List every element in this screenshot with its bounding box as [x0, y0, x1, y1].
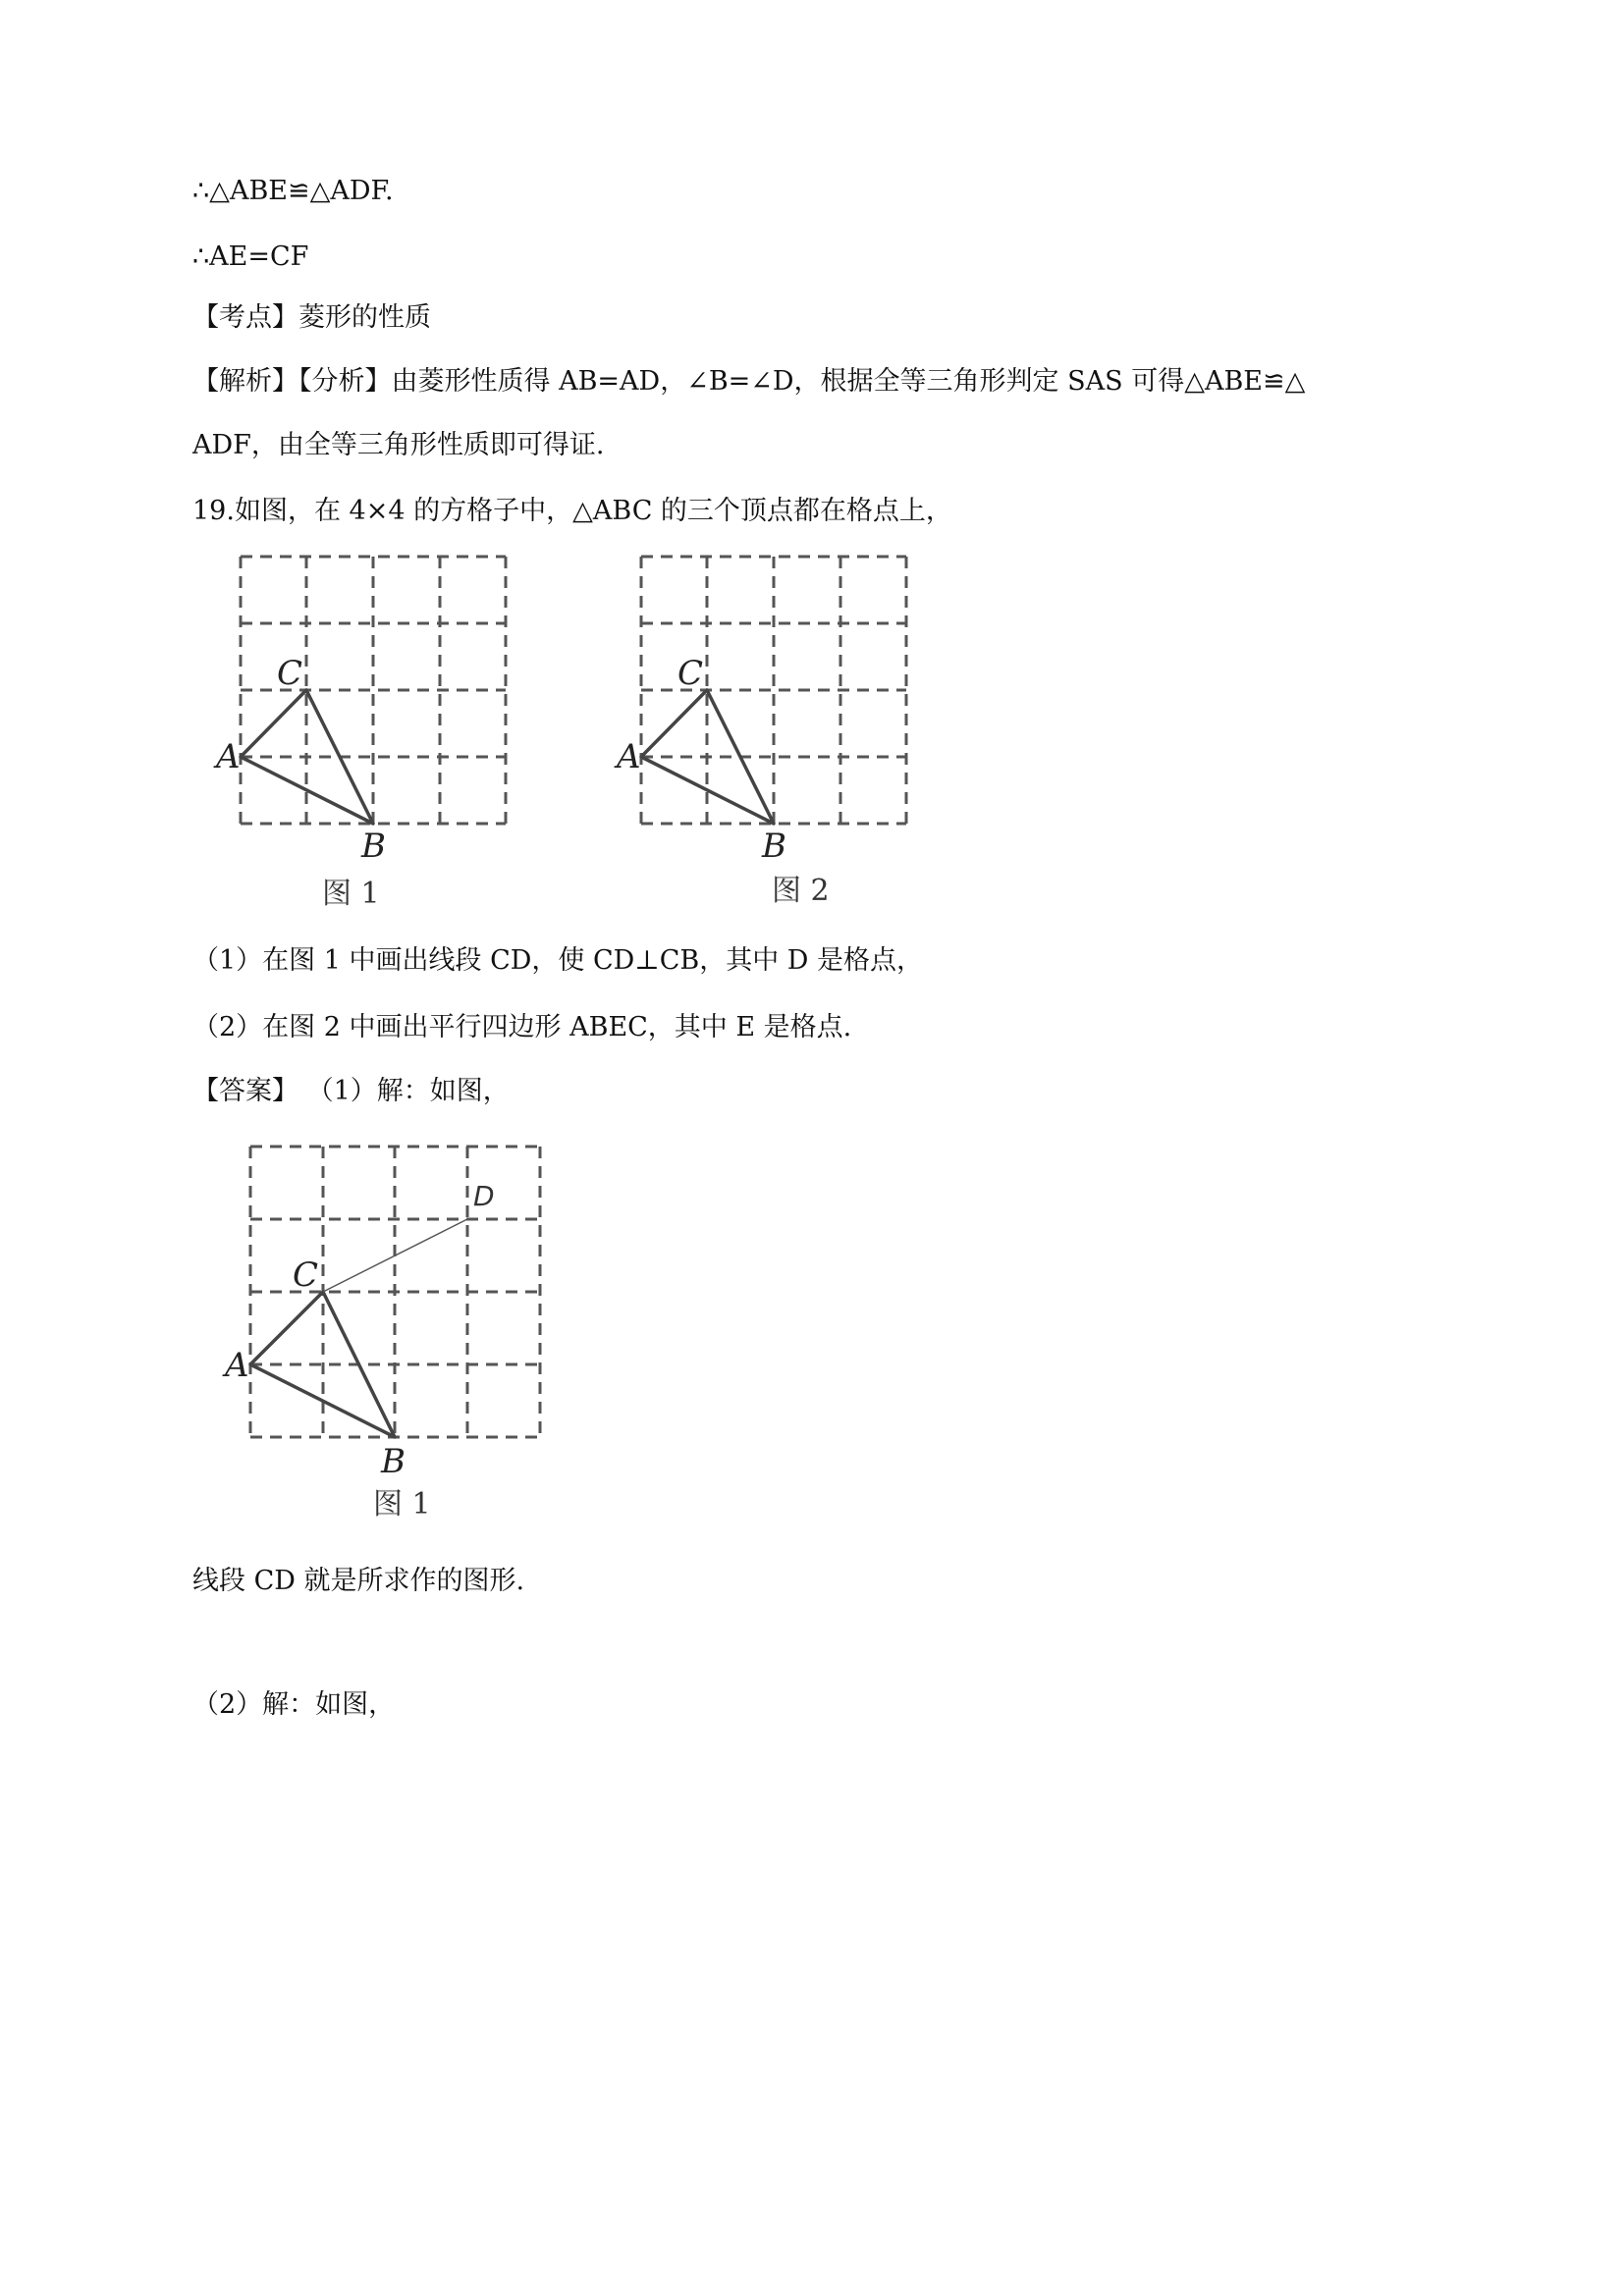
vertex-label-c: C: [277, 654, 303, 693]
vertex-label-b: B: [361, 827, 386, 866]
text-line-analysis-2: ADF，由全等三角形性质即可得证.: [192, 430, 605, 460]
vertex-label-d: D: [473, 1180, 495, 1212]
text-line-answer-1-conclusion: 线段 CD 就是所求作的图形.: [192, 1566, 525, 1596]
text-line-answer-2: （2）解：如图，: [192, 1689, 396, 1720]
text-line-conclusion-ae-cf: ∴AE=CF: [192, 241, 309, 272]
vertex-label-c: C: [677, 654, 704, 693]
text-line-answer-1: 【答案】 （1）解：如图，: [192, 1076, 510, 1106]
vertex-label-b: B: [381, 1442, 406, 1481]
text-line-subquestion-2: （2）在图 2 中画出平行四边形 ABEC，其中 E 是格点.: [192, 1012, 852, 1042]
text-line-analysis-1: 【解析】【分析】由菱形性质得 AB=AD，∠B=∠D，根据全等三角形判定 SAS 可得△ABE≌△: [192, 366, 1306, 397]
vertex-label-a: A: [225, 1346, 249, 1385]
figure-1: [206, 545, 540, 918]
figure-caption: 图 2: [772, 874, 830, 908]
vertex-label-a: A: [617, 737, 641, 776]
text-line-conclusion-congruent: ∴△ABE≌△ADF.: [192, 176, 394, 206]
figure-2: [607, 545, 941, 918]
text-line-subquestion-1: （1）在图 1 中画出线段 CD，使 CD⊥CB，其中 D 是格点，: [192, 945, 924, 976]
vertex-label-c: C: [293, 1255, 319, 1295]
text-line-question-19: 19.如图，在 4×4 的方格子中，△ABC 的三个顶点都在格点上，: [192, 496, 952, 526]
figure-answer-1: [216, 1129, 569, 1531]
figure-caption: 图 1: [373, 1487, 431, 1522]
figure-caption: 图 1: [322, 877, 380, 911]
vertex-label-b: B: [762, 827, 786, 866]
text-line-kaodian: 【考点】菱形的性质: [192, 302, 431, 333]
vertex-label-a: A: [216, 737, 241, 776]
